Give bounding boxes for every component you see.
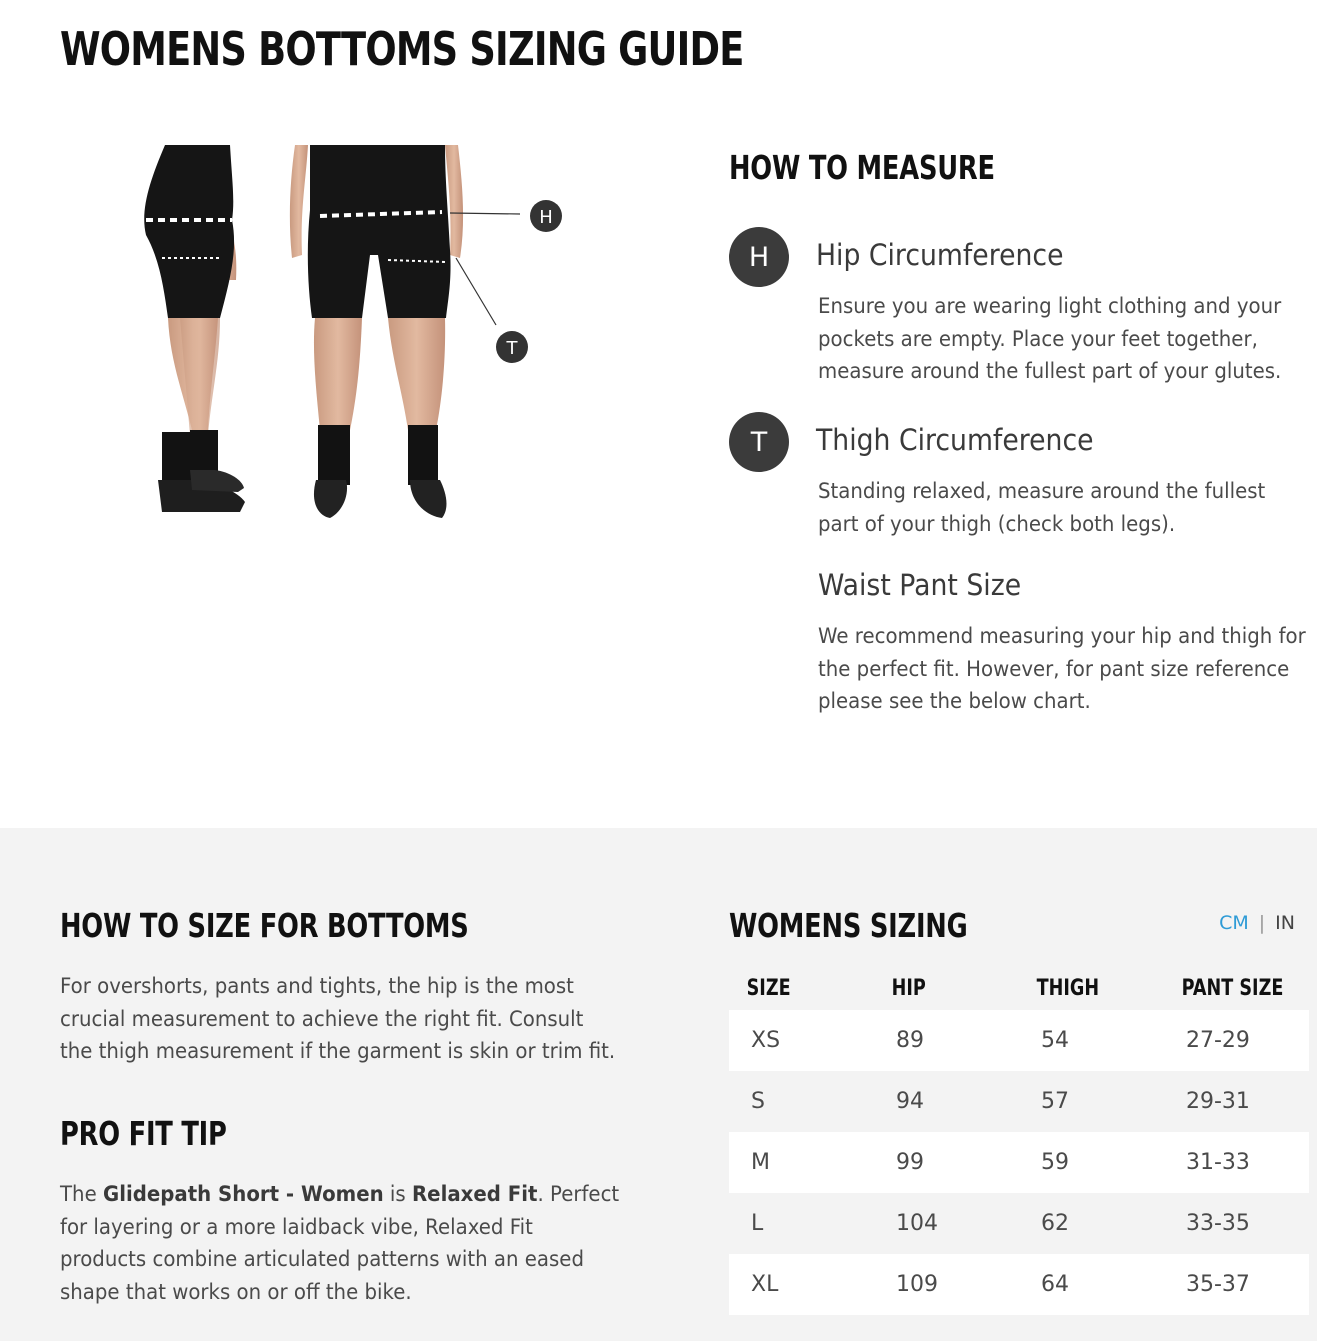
pro-tip-product: Glidepath Short - Women [102,1182,384,1206]
model-illustration [120,140,590,540]
pro-tip-fit: Relaxed Fit [411,1182,538,1206]
hip-badge-icon: H [729,227,789,287]
cell-size: M [751,1150,770,1175]
pro-tip-suffix: . Perfect for layering or a more laidback vibe, Relaxed Fit products combine articulated patterns with an eased shape that works on or off the bike. [60,1182,620,1304]
how-to-measure-heading: HOW TO MEASURE [729,148,995,187]
waist-pant-size-title: Waist Pant Size [818,568,1022,602]
cell-thigh: 62 [1041,1211,1069,1236]
table-row [729,1254,1309,1315]
unit-in-button[interactable]: IN [1275,912,1295,934]
cell-thigh: 59 [1041,1150,1069,1175]
column-header-pant-size: PANT SIZE [1181,975,1284,1001]
womens-sizing-heading: WOMENS SIZING [729,906,968,945]
table-header [729,966,1309,1010]
hip-circumference-title: Hip Circumference [816,238,1064,272]
waist-pant-size-text: We recommend measuring your hip and thigh for the perfect fit. However, for pant size reference please see the below chart. [818,624,1306,713]
cell-thigh: 64 [1041,1272,1069,1297]
cell-hip: 89 [896,1028,924,1053]
table-row [729,1193,1309,1254]
cell-size: XS [751,1028,781,1053]
cell-size: S [751,1089,765,1114]
front-view-model [290,145,562,518]
womens-sizing-table [729,966,1309,1315]
page-title: WOMENS BOTTOMS SIZING GUIDE [60,22,744,76]
hip-circumference-text: Ensure you are wearing light clothing and your pockets are empty. Place your feet together, measure around the fullest part of your glutes. [818,294,1282,383]
cell-thigh: 54 [1041,1028,1069,1053]
thigh-marker-label: T [506,338,518,359]
unit-cm-button[interactable]: CM [1219,912,1249,934]
unit-toggle [1219,912,1295,934]
cell-pant-size: 29-31 [1186,1089,1250,1114]
cell-size: L [751,1211,764,1236]
measurement-figure [120,140,590,540]
cell-pant-size: 31-33 [1186,1150,1250,1175]
how-to-size-heading: HOW TO SIZE FOR BOTTOMS [60,906,469,945]
cell-pant-size: 33-35 [1186,1211,1250,1236]
table-row [729,1132,1309,1193]
thigh-badge-icon: T [729,412,789,472]
how-to-size-text: For overshorts, pants and tights, the hip is the most crucial measurement to achieve the right fit. Consult the thigh measurement if the garment is skin or trim fit. [60,974,616,1063]
column-header-thigh: THIGH [1036,975,1100,1001]
side-view-model [144,145,245,512]
pro-tip-middle: is [383,1182,412,1206]
cell-pant-size: 27-29 [1186,1028,1250,1053]
unit-separator: | [1258,912,1266,934]
cell-hip: 109 [896,1272,938,1297]
cell-hip: 99 [896,1150,924,1175]
cell-hip: 104 [896,1211,938,1236]
pro-fit-tip-text [60,1178,624,1308]
hip-marker-label: H [539,207,553,228]
cell-pant-size: 35-37 [1186,1272,1250,1297]
cell-thigh: 57 [1041,1089,1069,1114]
pro-tip-prefix: The [60,1182,103,1206]
cell-hip: 94 [896,1089,924,1114]
cell-size: XL [751,1272,779,1297]
pro-fit-tip-heading: PRO FIT TIP [60,1114,227,1153]
column-header-hip: HIP [891,975,926,1001]
column-header-size: SIZE [746,975,791,1001]
table-row [729,1010,1309,1071]
thigh-circumference-text: Standing relaxed, measure around the fullest part of your thigh (check both legs). [818,479,1266,536]
thigh-circumference-title: Thigh Circumference [816,423,1094,457]
table-row [729,1071,1309,1132]
